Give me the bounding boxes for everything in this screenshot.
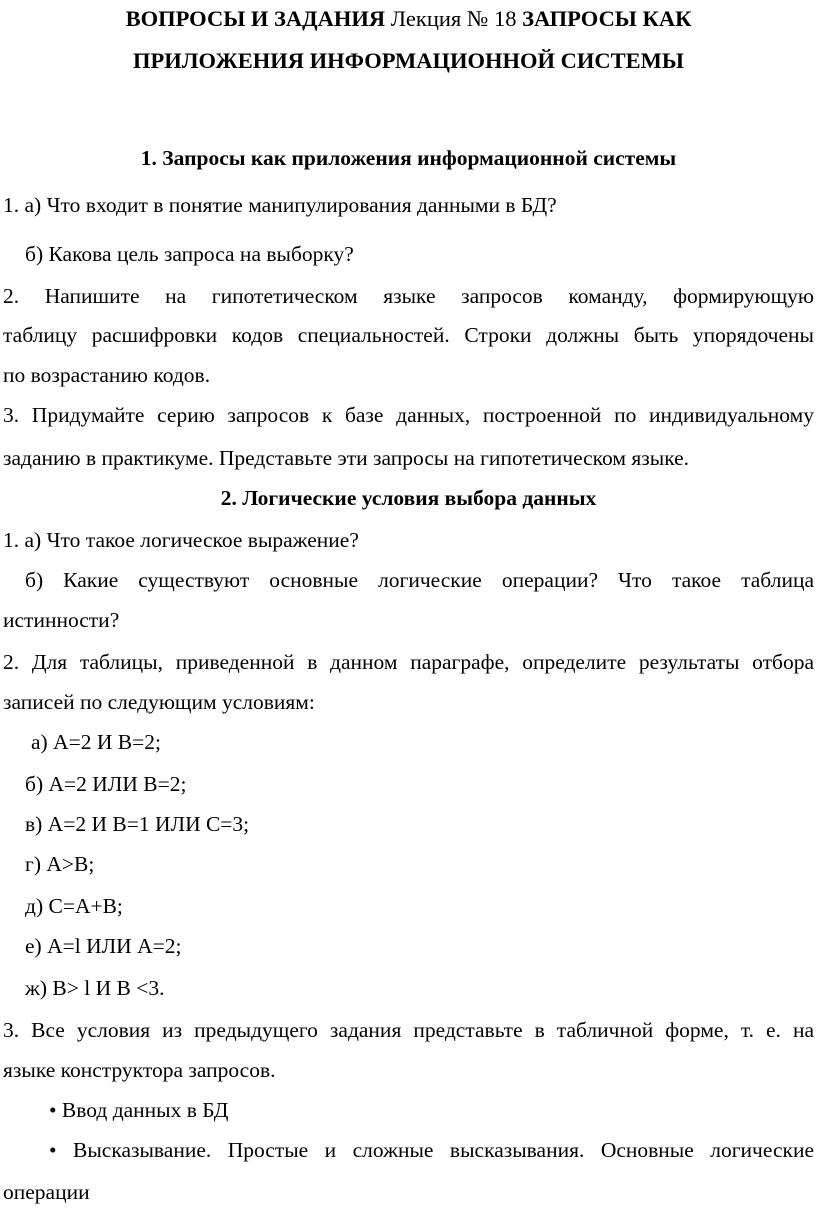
title-bold-part-2: ЗАПРОСЫ КАК xyxy=(522,6,692,31)
condition-item: г) А>В; xyxy=(25,852,95,876)
text-line: таблицу расшифровки кодов специальностей. Строки должны быть упорядочены xyxy=(3,323,814,347)
condition-item: а) А=2 И В=2; xyxy=(31,730,161,754)
text-line: операции xyxy=(3,1180,90,1204)
text-line: б) Какие существуют основные логические операции? Что такое таблица xyxy=(25,568,814,592)
section1-heading: 1. Запросы как приложения информационной системы xyxy=(140,146,677,170)
text-line: 1. а) Что такое логическое выражение? xyxy=(3,528,359,552)
text-line: 2. Для таблицы, приведенной в данном параграфе, определите результаты отбора xyxy=(3,650,814,674)
condition-item: ж) В> l И В <3. xyxy=(25,976,165,1000)
text-line: языке конструктора запросов. xyxy=(3,1058,276,1082)
text-line: 1. а) Что входит в понятие манипулирования данными в БД? xyxy=(3,193,557,217)
bullet-item: • Высказывание. Простые и сложные высказывания. Основные логические xyxy=(49,1138,814,1162)
condition-item: в) А=2 И В=1 ИЛИ С=3; xyxy=(25,812,250,836)
text-line: б) Какова цель запроса на выборку? xyxy=(25,242,354,266)
text-line: записей по следующим условиям: xyxy=(3,690,315,714)
text-line: 3. Все условия из предыдущего задания представьте в табличной форме, т. е. на xyxy=(3,1018,814,1042)
text-line: истинности? xyxy=(3,608,120,632)
text-line: заданию в практикуме. Представьте эти запросы на гипотетическом языке. xyxy=(3,446,690,470)
text-line: 2. Напишите на гипотетическом языке запросов команду, формирующую xyxy=(3,284,814,308)
bullet-item: • Ввод данных в БД xyxy=(49,1098,229,1122)
title-line-2: ПРИЛОЖЕНИЯ ИНФОРМАЦИОННОЙ СИСТЕМЫ xyxy=(133,48,684,73)
condition-item: д) С=А+В; xyxy=(25,894,123,918)
condition-item: б) А=2 ИЛИ В=2; xyxy=(25,772,187,796)
condition-item: е) А=l ИЛИ А=2; xyxy=(25,934,182,958)
text-line: 3. Придумайте серию запросов к базе данных, построенной по индивидуальному xyxy=(3,403,814,427)
title-lecture: Лекция № 18 xyxy=(385,6,523,31)
title-bold-part: ВОПРОСЫ И ЗАДАНИЯ xyxy=(125,6,386,31)
section2-heading: 2. Логические условия выбора данных xyxy=(220,486,597,510)
text-line: по возрастанию кодов. xyxy=(3,363,211,387)
title-line-1 xyxy=(3,6,814,32)
